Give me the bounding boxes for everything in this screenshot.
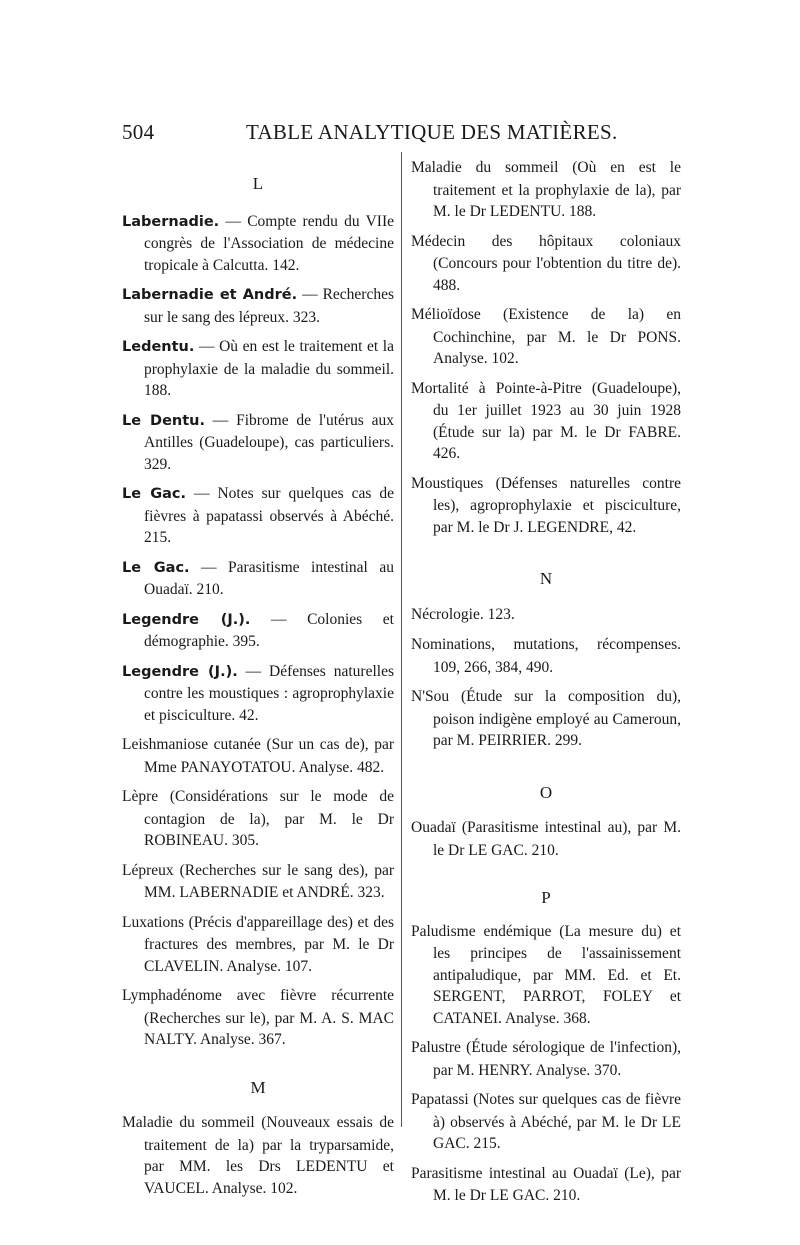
index-entry: Leishmaniose cutanée (Sur un cas de), par Mme PANAYOTATOU. Analyse. 482.: [122, 736, 394, 776]
index-entry: Lépreux (Recherches sur le sang des), par MM. LABERNADIE et ANDRÉ. 323.: [122, 861, 394, 901]
index-entry: Lèpre (Considérations sur le mode de contagion de la), par M. le Dr ROBINEAU. 305.: [122, 788, 394, 849]
index-entry: Legendre (J.). — Colonies et démographie. 395.: [122, 610, 394, 650]
index-entry: N'Sou (Étude sur la composition du), poison indigène employé au Cameroun, par M. PEIRRIER. 299.: [411, 688, 681, 749]
entries-p: [411, 921, 681, 1207]
entries-m: [122, 1112, 394, 1199]
right-column: [411, 157, 681, 1207]
page-number: 504: [122, 120, 155, 144]
index-entry: Médecin des hôpitaux coloniaux (Concours pour l'obtention du titre de). 488.: [411, 232, 681, 294]
index-entry: Parasitisme intestinal au Ouadaï (Le), par M. le Dr LE GAC. 210.: [411, 1164, 681, 1204]
page-title: TABLE ANALYTIQUE DES MATIÈRES.: [246, 120, 618, 144]
entries-n: [411, 604, 681, 752]
index-entry: Le Gac. — Notes sur quelques cas de fièvres à papatassi observés à Abéché. 215.: [122, 485, 394, 546]
section-letter-p: P: [541, 888, 551, 907]
index-entry: Maladie du sommeil (Où en est le traitement et la prophylaxie de la), par M. le Dr LEDENTU. 188.: [411, 159, 681, 220]
index-entry: Maladie du sommeil (Nouveaux essais de traitement de la) par la tryparsamide, par MM. les Drs LEDENTU et VAUCEL. Analyse. 102.: [122, 1114, 394, 1197]
index-entry: Paludisme endémique (La mesure du) et les principes de l'assainissement antipaludique, par MM. Ed. et Et. SERGENT, PARROT, FOLEY et CATANEI. Analyse. 368.: [411, 922, 681, 1027]
index-entry: Mélioïdose (Existence de la) en Cochinchine, par M. le Dr PONS. Analyse. 102.: [411, 306, 681, 367]
section-letter-n: N: [539, 569, 553, 588]
index-entry: Le Gac. — Parasitisme intestinal au Ouadaï. 210.: [122, 558, 394, 598]
section-letter-m: M: [250, 1077, 266, 1097]
index-entry: Ledentu. — Où en est le traitement et la prophylaxie de la maladie du sommeil. 188.: [122, 338, 394, 399]
index-entry: Mortalité à Pointe-à-Pitre (Guadeloupe), du 1er juillet 1923 au 30 juin 1928 (Étude sur la) par M. le Dr FABRE. 426.: [411, 379, 681, 462]
index-entry: Nominations, mutations, récompenses. 109, 266, 384, 490.: [411, 636, 681, 676]
entries-l: [122, 211, 394, 1051]
section-letter-o: O: [539, 782, 553, 802]
index-entry: Nécrologie. 123.: [411, 605, 515, 623]
column-divider: [401, 152, 402, 1127]
entries-o: [411, 817, 681, 861]
index-entry: Moustiques (Défenses naturelles contre les), agroprophylaxie et pisciculture, par M. le Dr J. LEGENDRE, 42.: [411, 474, 681, 536]
index-entry: Legendre (J.). — Défenses naturelles contre les moustiques : agroprophylaxie et pisciculture. 42.: [122, 662, 394, 724]
index-entry: Luxations (Précis d'appareillage des) et des fractures des membres, par M. le Dr CLAVELIN. Analyse. 107.: [122, 913, 394, 975]
index-entry: Labernadie et André. — Recherches sur le sang des lépreux. 323.: [122, 286, 394, 326]
left-column: [122, 157, 394, 1199]
index-entry: Le Dentu. — Fibrome de l'utérus aux Antilles (Guadeloupe), cas particuliers. 329.: [122, 411, 394, 473]
index-entry: Palustre (Étude sérologique de l'infection), par M. HENRY. Analyse. 370.: [411, 1039, 681, 1079]
section-letter-l: L: [252, 174, 264, 193]
entries-m-continued: [411, 157, 681, 538]
index-entry: Labernadie. — Compte rendu du VIIe congrès de l'Association de médecine tropicale à Calcutta. 142.: [122, 212, 394, 274]
index-entry: Papatassi (Notes sur quelques cas de fièvre à) observés à Abéché, par M. le Dr LE GAC. 215.: [411, 1091, 681, 1152]
index-entry: Ouadaï (Parasitisme intestinal au), par M. le Dr LE GAC. 210.: [411, 819, 681, 859]
index-entry: Lymphadénome avec fièvre récurrente (Recherches sur le), par M. A. S. MAC NALTY. Analyse. 367.: [122, 987, 394, 1048]
